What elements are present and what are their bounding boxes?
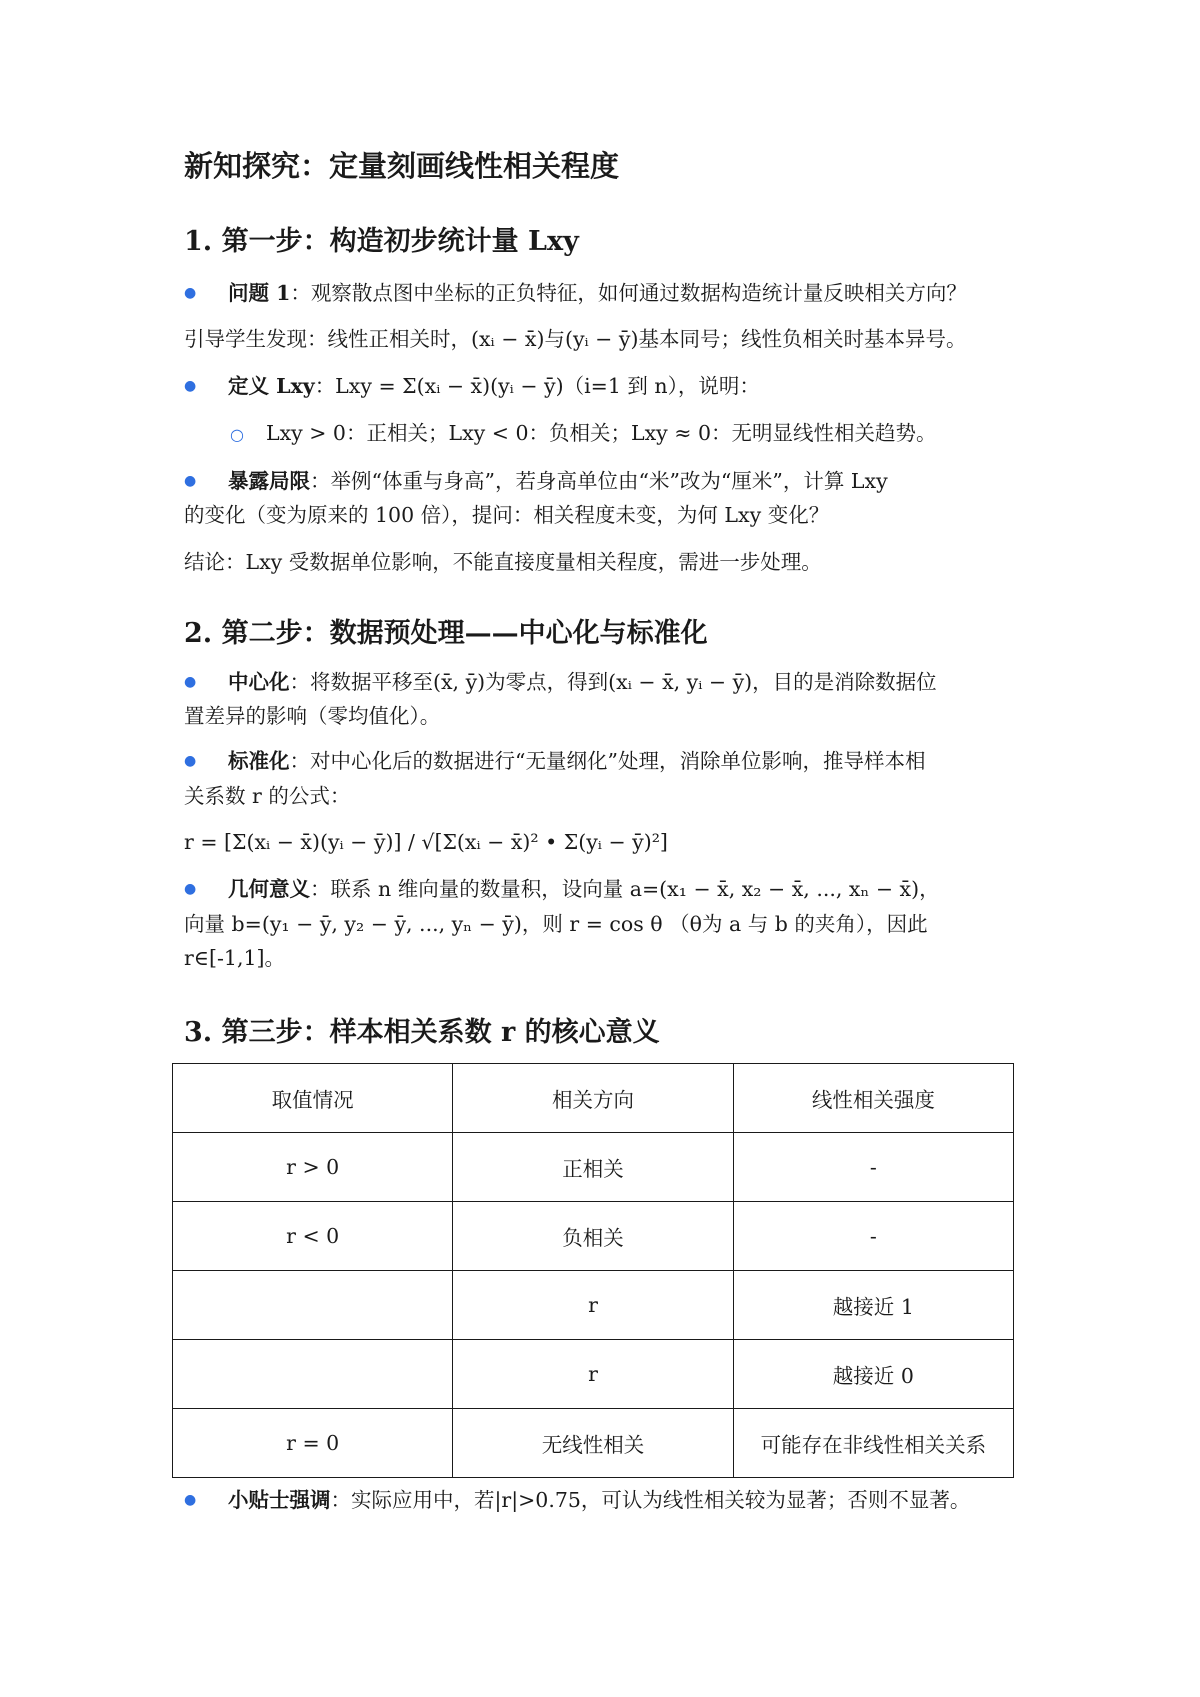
tip-bullet: [184, 1483, 1044, 1518]
geometry-text: ：联系 n 维向量的数量积，设向量 a=(x₁ − x̄, x₂ − x̄, ..., xₙ − x̄)，: [310, 877, 940, 901]
table-header-cell: 线性相关强度: [733, 1064, 1013, 1133]
circle-bullet-icon: ○: [230, 425, 244, 444]
conclusion-text: 结论：Lxy 受数据单位影响，不能直接度量相关程度，需进一步处理。: [184, 550, 822, 574]
standardization-bullet: [184, 744, 1044, 779]
bullet-dot-icon: ●: [184, 753, 197, 769]
bullet-dot-icon: ●: [184, 1492, 197, 1508]
table-cell: r: [453, 1340, 733, 1409]
table-cell: -: [733, 1133, 1013, 1202]
table-cell: 越接近 0: [733, 1340, 1013, 1409]
bullet-dot-icon: ●: [184, 285, 197, 301]
standardization-text-cont: 关系数 r 的公式：: [184, 784, 351, 808]
table-cell: r: [453, 1271, 733, 1340]
guide-text: 引导学生发现：线性正相关时，(xᵢ − x̄)与(yᵢ − ȳ)基本同号；线性负相关时基本异号。: [184, 327, 967, 351]
correlation-formula: r = [Σ(xᵢ − x̄)(yᵢ − ȳ)] / √[Σ(xᵢ − x̄)² • Σ(yᵢ − ȳ)²]: [184, 830, 668, 854]
bullet-dot-icon: ●: [184, 674, 197, 690]
definition-bullet: [184, 369, 1044, 404]
limitation-text: ：举例“体重与身高”，若身高单位由“米”改为“厘米”，计算 Lxy: [310, 469, 888, 493]
centering-text: ：将数据平移至(x̄, ȳ)为零点，得到(xᵢ − x̄, yᵢ − ȳ)，目的是消除数据位: [289, 670, 937, 694]
section1-heading: 1. 第一步：构造初步统计量 Lxy: [184, 226, 579, 257]
table-header-cell: 取值情况: [173, 1064, 453, 1133]
table-cell: 无线性相关: [453, 1409, 733, 1478]
table-cell: [173, 1340, 453, 1409]
question-lead: 问题 1: [228, 281, 291, 305]
bullet-dot-icon: ●: [184, 881, 197, 897]
table-row: [173, 1271, 1014, 1340]
definition-lead: 定义 Lxy: [228, 374, 315, 398]
section2-heading: 2. 第二步：数据预处理——中心化与标准化: [184, 618, 708, 649]
limitation-lead: 暴露局限: [228, 469, 310, 493]
table-cell: 正相关: [453, 1133, 733, 1202]
table-header-row: [173, 1064, 1014, 1133]
tip-lead: 小贴士强调: [228, 1488, 331, 1512]
table-cell: 负相关: [453, 1202, 733, 1271]
definition-text: ：Lxy = Σ(xᵢ − x̄)(yᵢ − ȳ)（i=1 到 n），说明：: [314, 374, 760, 398]
table-cell: -: [733, 1202, 1013, 1271]
question-text: ：观察散点图中坐标的正负特征，如何通过数据构造统计量反映相关方向？: [290, 281, 967, 305]
section3-heading: 3. 第三步：样本相关系数 r 的核心意义: [184, 1017, 660, 1048]
table-row: [173, 1202, 1014, 1271]
page-title: 新知探究：定量刻画线性相关程度: [184, 149, 620, 183]
geometry-bullet: [184, 872, 1044, 907]
limitation-text-cont: 的变化（变为原来的 100 倍），提问：相关程度未变，为何 Lxy 变化？: [184, 503, 830, 527]
correlation-table: [172, 1063, 1014, 1478]
table-row: [173, 1133, 1014, 1202]
limitation-bullet: [184, 464, 1044, 499]
table-header-cell: 相关方向: [453, 1064, 733, 1133]
geometry-lead: 几何意义: [228, 877, 310, 901]
table-row: [173, 1409, 1014, 1478]
bullet-dot-icon: ●: [184, 378, 197, 394]
centering-text-cont: 置差异的影响（零均值化）。: [184, 704, 441, 728]
centering-lead: 中心化: [228, 670, 290, 694]
geometry-text-cont2: r∈[-1,1]。: [184, 946, 285, 970]
geometry-text-cont: 向量 b=(y₁ − ȳ, y₂ − ȳ, ..., yₙ − ȳ)，则 r = cos θ （θ为 a 与 b 的夹角），因此: [184, 912, 928, 936]
table-cell: 越接近 1: [733, 1271, 1013, 1340]
table-cell: r < 0: [173, 1202, 453, 1271]
table-cell: r > 0: [173, 1133, 453, 1202]
table-cell: 可能存在非线性相关关系: [733, 1409, 1013, 1478]
centering-bullet: [184, 665, 1044, 700]
bullet-dot-icon: ●: [184, 473, 197, 489]
standardization-lead: 标准化: [228, 749, 290, 773]
table-row: [173, 1340, 1014, 1409]
definition-sub-item: [230, 416, 937, 452]
tip-text: ：实际应用中，若|r|>0.75，可认为线性相关较为显著；否则不显著。: [330, 1488, 971, 1512]
table-cell: [173, 1271, 453, 1340]
question-bullet: [184, 276, 1044, 311]
standardization-text: ：对中心化后的数据进行“无量纲化”处理，消除单位影响，推导样本相: [289, 749, 926, 773]
table-cell: r = 0: [173, 1409, 453, 1478]
definition-sub-text: Lxy > 0：正相关；Lxy < 0：负相关；Lxy ≈ 0：无明显线性相关趋势。: [265, 421, 937, 445]
